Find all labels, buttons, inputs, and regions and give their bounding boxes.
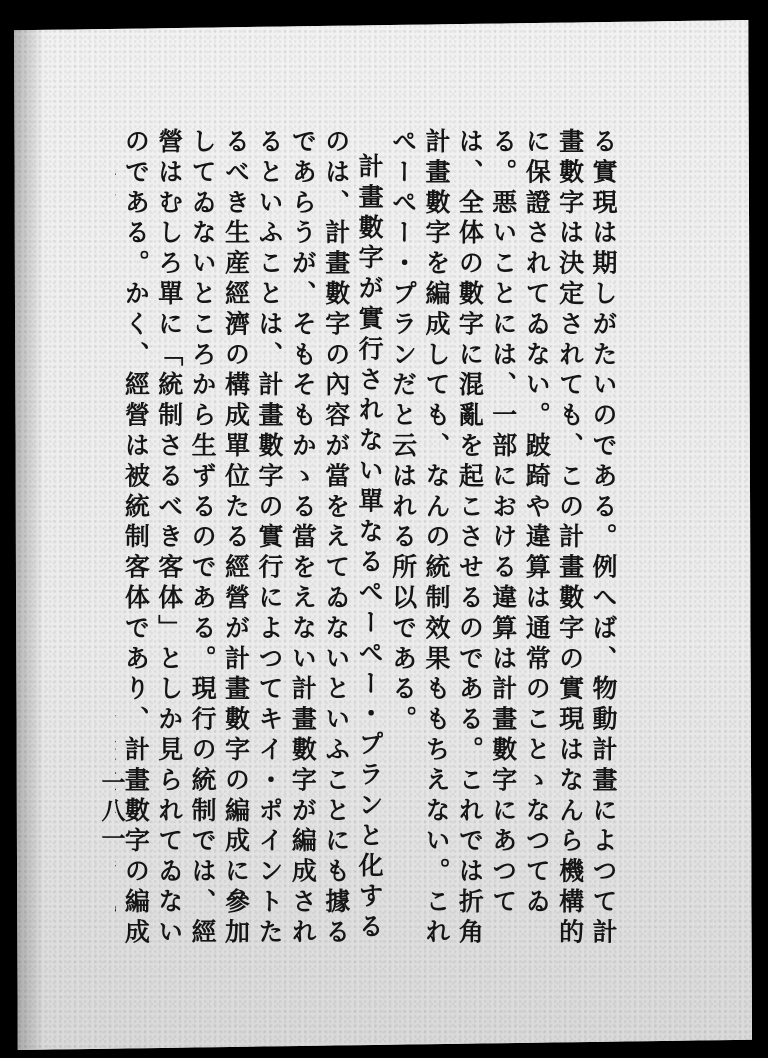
paragraph-2: 計畫數字が實行されない單なるぺーぺー・プランと化するのは、計畫數字の內容が當をえてゐないといふことにも據るであらうが、そもそもかゝる當をえない計畫數字が編成されるといふことは、計畫數字の實行によつてキイ・ポイントたるべき生産經濟の構成單位たる經營が計畫數字の編成に參加してゐないところから生ずるのである。現行の統制では、經營はむしろ單に「統制さるべき客体」としか見られてゐないのである。かく、經營は被統制客体であり、計畫數字の編成 [121,128,385,949]
paragraph-1: る實現は期しがたいのである。例へば、物動計畫によつて計畫數字は決定されても、この計畫數字の實現はなんら機構的に保證されてゐない。跛踦や違算は通常のことゝなつてゐる。悪いことには、一部における違算は計畫數字にあつては、全体の數字に混亂を起こさせるのである。これでは折角計畫數字を編成しても、なんの統制效果ももちえない。これぺーぺー・プランだと云はれる所以である。 [388,128,618,949]
page-number: 一八一 [97,770,126,854]
body-text [115,128,620,958]
